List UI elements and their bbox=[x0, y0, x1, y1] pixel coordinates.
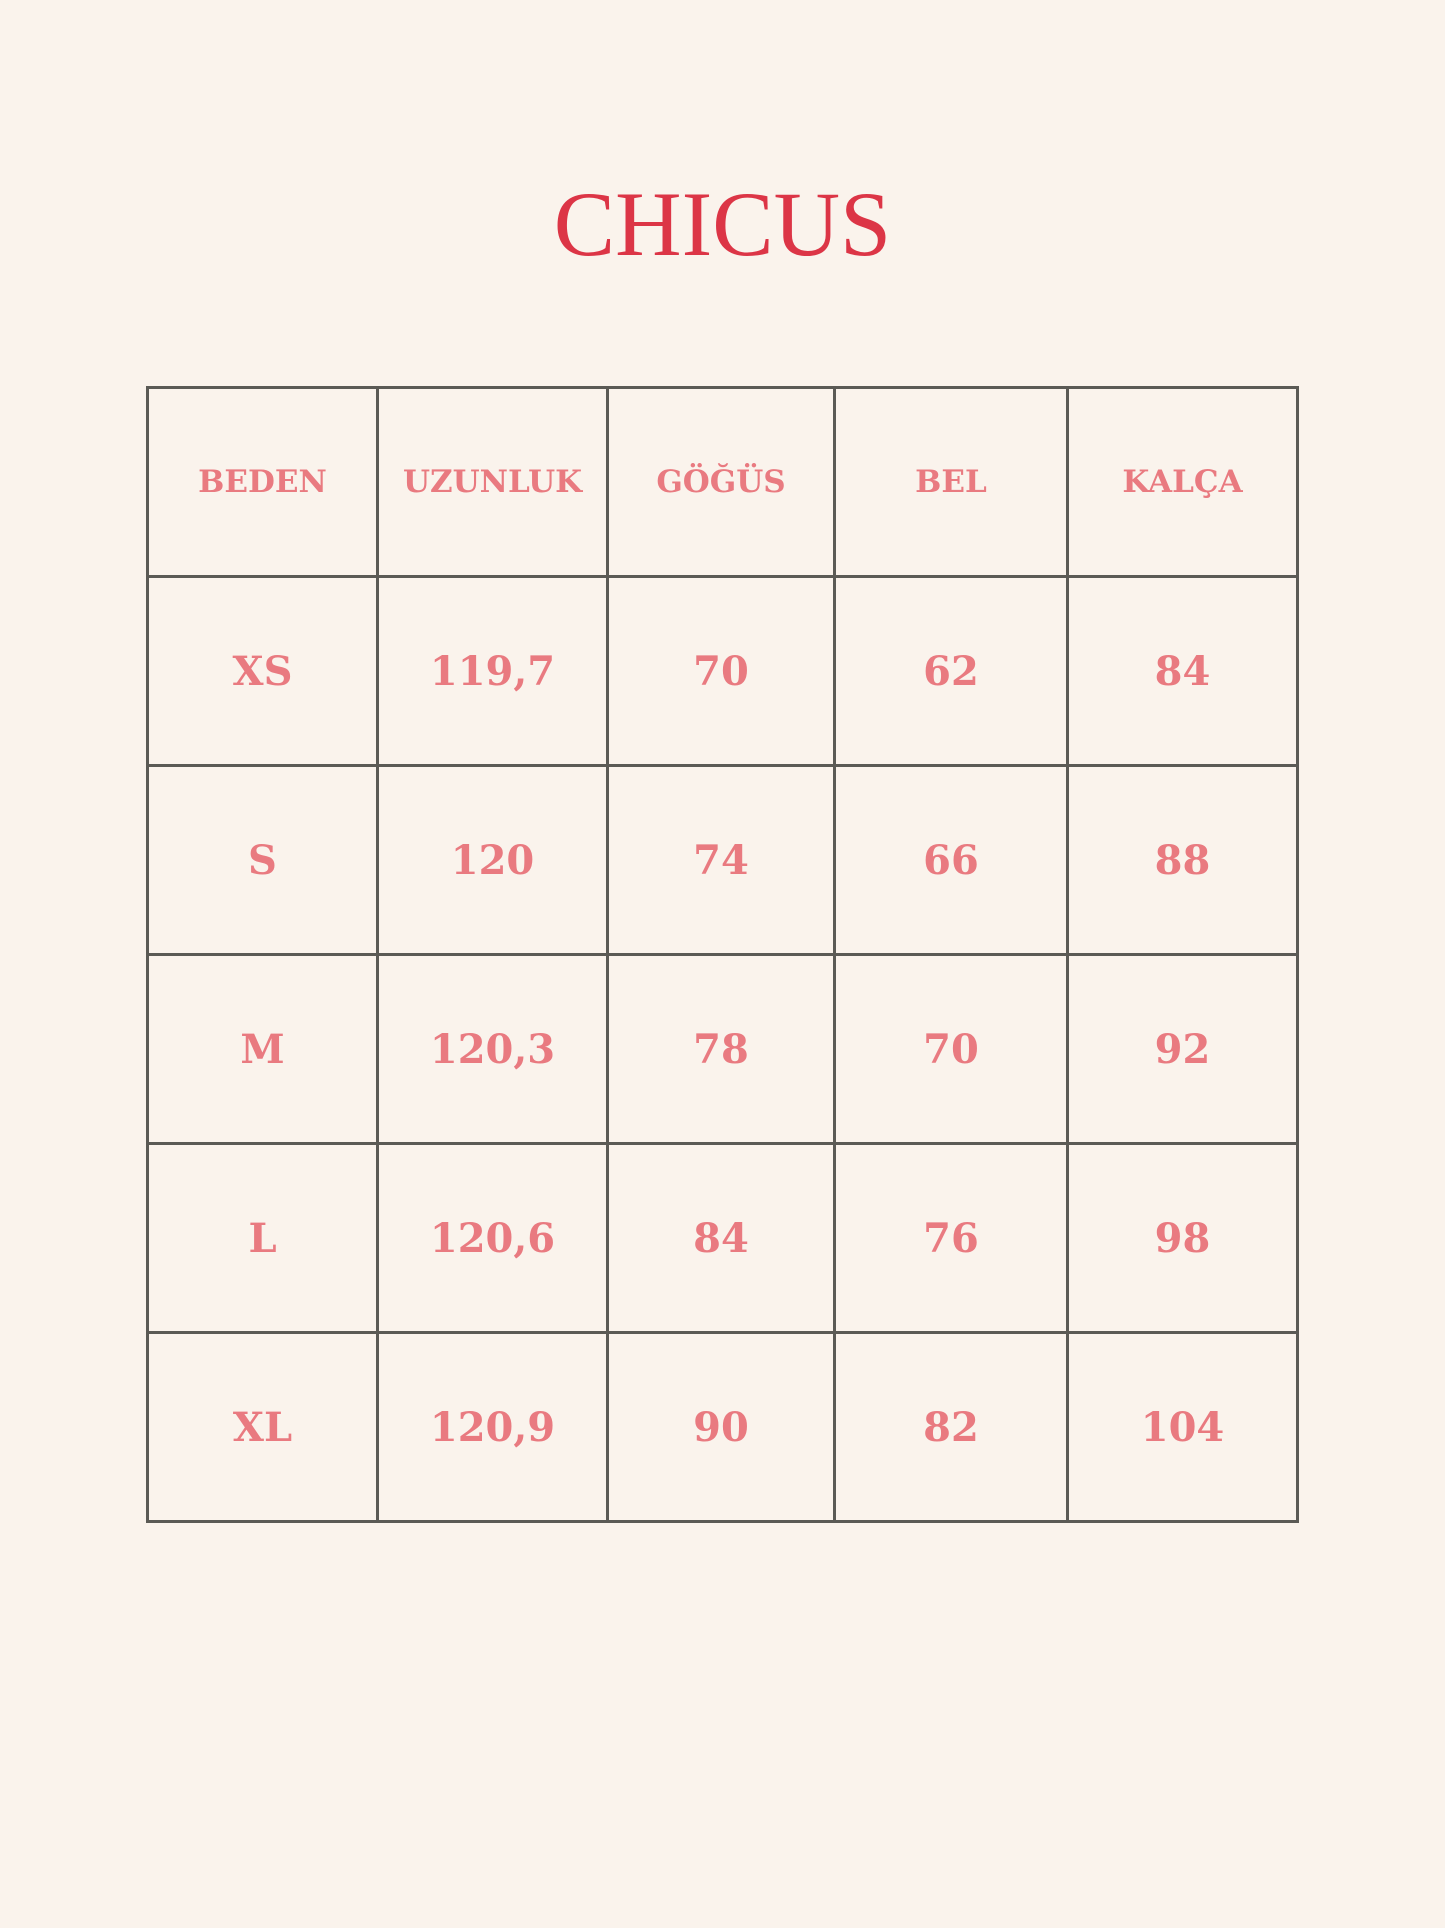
cell-bel: 76 bbox=[835, 1144, 1068, 1333]
cell-gogus: 90 bbox=[608, 1333, 835, 1522]
cell-size: XS bbox=[148, 577, 378, 766]
cell-gogus: 74 bbox=[608, 766, 835, 955]
cell-uzunluk: 119,7 bbox=[378, 577, 608, 766]
cell-size: S bbox=[148, 766, 378, 955]
table-row bbox=[148, 766, 1298, 955]
header-bel: BEL bbox=[835, 388, 1068, 577]
header-gogus: GÖĞÜS bbox=[608, 388, 835, 577]
cell-bel: 62 bbox=[835, 577, 1068, 766]
cell-uzunluk: 120,9 bbox=[378, 1333, 608, 1522]
cell-uzunluk: 120,6 bbox=[378, 1144, 608, 1333]
table-row bbox=[148, 955, 1298, 1144]
header-kalca: KALÇA bbox=[1068, 388, 1298, 577]
table-row bbox=[148, 577, 1298, 766]
header-beden: BEDEN bbox=[148, 388, 378, 577]
table-row bbox=[148, 1144, 1298, 1333]
cell-size: M bbox=[148, 955, 378, 1144]
cell-gogus: 78 bbox=[608, 955, 835, 1144]
cell-bel: 66 bbox=[835, 766, 1068, 955]
cell-kalca: 88 bbox=[1068, 766, 1298, 955]
cell-kalca: 98 bbox=[1068, 1144, 1298, 1333]
table-header-row bbox=[148, 388, 1298, 577]
cell-gogus: 84 bbox=[608, 1144, 835, 1333]
cell-size: L bbox=[148, 1144, 378, 1333]
cell-uzunluk: 120 bbox=[378, 766, 608, 955]
cell-kalca: 92 bbox=[1068, 955, 1298, 1144]
cell-kalca: 104 bbox=[1068, 1333, 1298, 1522]
cell-bel: 82 bbox=[835, 1333, 1068, 1522]
size-chart-table bbox=[146, 386, 1299, 1523]
cell-bel: 70 bbox=[835, 955, 1068, 1144]
header-uzunluk: UZUNLUK bbox=[378, 388, 608, 577]
cell-size: XL bbox=[148, 1333, 378, 1522]
table-row bbox=[148, 1333, 1298, 1522]
cell-gogus: 70 bbox=[608, 577, 835, 766]
cell-uzunluk: 120,3 bbox=[378, 955, 608, 1144]
cell-kalca: 84 bbox=[1068, 577, 1298, 766]
brand-title: CHICUS bbox=[553, 173, 892, 275]
